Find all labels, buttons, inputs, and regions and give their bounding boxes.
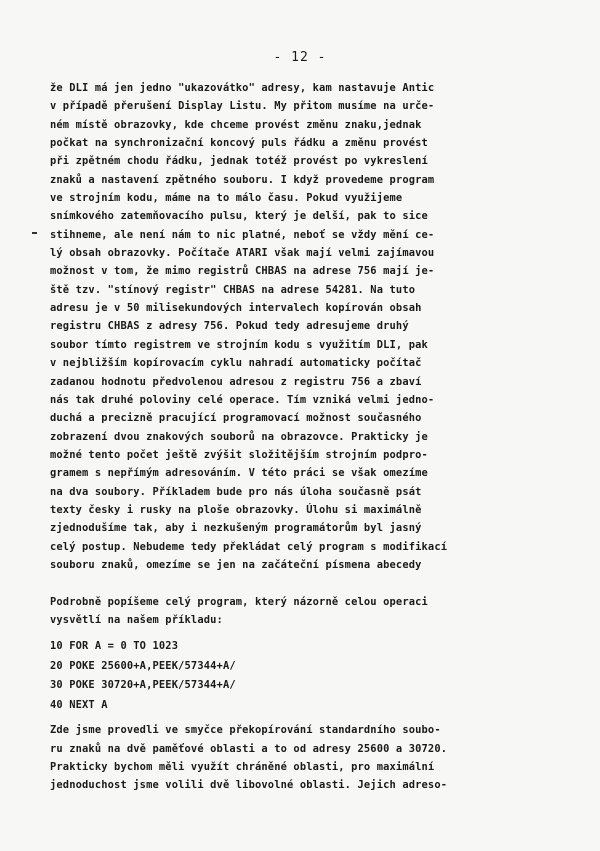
text-line: celý postup. Nebudeme tedy překládat celý program s modifikací — [50, 540, 448, 553]
text-line: gramem s nepřímým adresováním. V této práci se však omezíme — [50, 467, 428, 480]
text-line: adresu je v 50 milisekundových intervalech kopírován obsah — [50, 302, 422, 315]
text-line: při zpětném chodu řádku, jednak totéž provést po vykreslení — [50, 155, 428, 168]
margin-mark — [32, 232, 37, 234]
text-line: nás tak druhé poloviny celé operace. Tím vzniká velmi jedno- — [50, 393, 435, 406]
text-line: ště tzv. "stínový registr" CHBAS na adrese 54281. Na tuto — [50, 283, 416, 296]
code-line: 30 POKE 30720+A,PEEK/57344+A/ — [50, 679, 236, 692]
text-line: Prakticky bychom měli využít chráněné oblasti, pro maximální — [50, 761, 435, 773]
text-line: zjednodušíme tak, aby i nezkušeným programátorům byl jasný — [50, 522, 422, 535]
text-line: možné tento počet ještě zvýšit složitějším strojním podpro- — [50, 448, 428, 461]
text-line: stihneme, ale není nám to nic platné, neboť se vždy mění ce- — [50, 228, 435, 241]
page-number: - 12 - — [273, 50, 327, 65]
text-line: Podrobně popíšeme celý program, který názorně celou operaci — [50, 595, 428, 608]
text-line: znaků a nastavení zpětného souboru. I když provedeme program — [50, 173, 435, 186]
text-line: počkat na synchronizační koncový puls řádku a změnu provést — [50, 137, 428, 150]
text-line: jednoduchost jsme volili dvě libovolné oblasti. Jejich adreso- — [50, 779, 448, 792]
paragraph-1-tail — [50, 593, 550, 630]
text-line: že DLI má jen jedno "ukazovátko" adresy, kam nastavuje Antic — [50, 82, 435, 94]
text-line: na dva soubory. Příkladem bude pro nás úloha současně psát — [50, 485, 422, 498]
text-line: vysvětlí na našem příkladu: — [50, 613, 223, 626]
text-line: zobrazení dvou znakových souborů na obrazovce. Prakticky je — [50, 430, 428, 443]
text-line: soubor tímto registrem ve strojním kodu s využitím DLI, pak — [50, 338, 428, 351]
text-line: ném místě obrazovky, kde chceme provést změnu znaku,jednak — [50, 118, 422, 131]
paragraph-1 — [50, 79, 550, 574]
text-line: snímkového zatemňovacího pulsu, který je delší, pak to sice — [50, 210, 428, 223]
text-line: ve strojním kodu, máme na to málo času. Pokud využijeme — [50, 192, 403, 205]
text-line: Zde jsme provedli ve smyčce překopírování standardního soubo- — [50, 724, 441, 737]
alphabet-line — [50, 574, 550, 592]
code-line: 10 FOR A = 0 TO 1023 — [50, 640, 179, 653]
code-line: 40 NEXT A — [50, 698, 108, 711]
code-listing — [50, 637, 550, 715]
text-line: možnost v tom, že mimo registrů CHBAS na adrese 756 mají je- — [50, 265, 435, 278]
text-line: v případě přerušení Display Listu. My přitom musíme na urče- — [50, 100, 435, 113]
code-line: 20 POKE 25600+A,PEEK/57344+A/ — [50, 659, 236, 672]
body-text — [50, 79, 550, 795]
text-line: registru CHBAS z adresy 756. Pokud tedy adresujeme druhý — [50, 320, 409, 333]
paragraph-2 — [50, 721, 550, 794]
text-line: zadanou hodnotu předvolenou adresou z registru 756 a zbaví — [50, 375, 422, 388]
text-line: ru znaků na dvě paměťové oblasti a to od adresy 25600 a 30720. — [50, 742, 448, 755]
text-line: souboru znaků, omezíme se jen na začáteční písmena abecedy — [50, 558, 422, 571]
text-line: v nejbližším kopírovacím cyklu nahradí automaticky počítač — [50, 357, 422, 370]
text-line: duchá a precizně pracující programovací možnost současného — [50, 412, 422, 425]
text-line: texty česky i rusky na ploše obrazovky. Úlohu si maximálně — [50, 503, 422, 516]
text-line: lý obsah obrazovky. Počítače ATARI však mají velmi zajímavou — [50, 247, 435, 260]
